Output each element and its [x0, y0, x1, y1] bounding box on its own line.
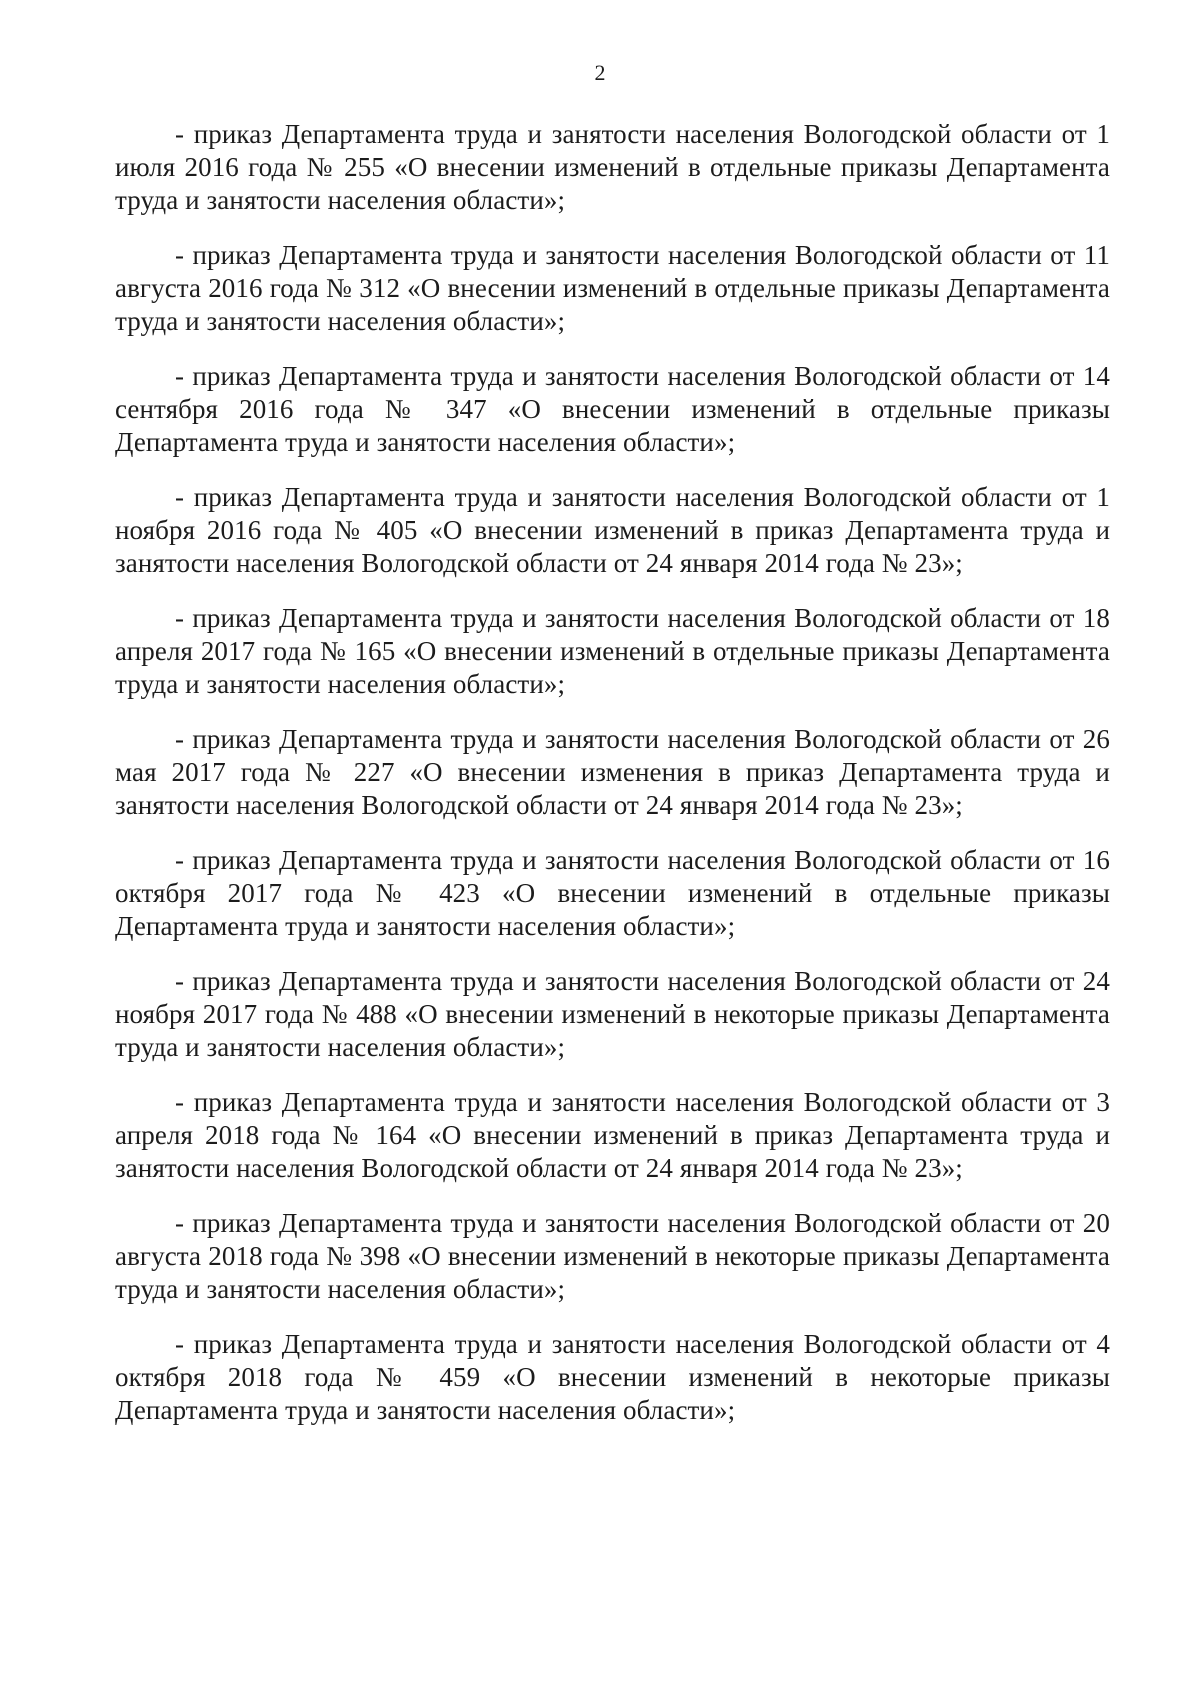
list-item: - приказ Департамента труда и занятости населения Вологодской области от 24 ноября 2017 года № 488 «О внесении изменений в некоторые приказы Департамента труда и занятости населения области»; [115, 966, 1110, 1062]
list-item: - приказ Департамента труда и занятости населения Вологодской области от 16 октября 2017 года № 423 «О внесении изменений в отдельные приказы Департамента труда и занятости населения области»; [115, 845, 1110, 941]
list-item: - приказ Департамента труда и занятости населения Вологодской области от 26 мая 2017 года № 227 «О внесении изменения в приказ Департамента труда и занятости населения Вологодской области от 24 января 2014 года № 23»; [115, 724, 1110, 820]
list-item: - приказ Департамента труда и занятости населения Вологодской области от 3 апреля 2018 года № 164 «О внесении изменений в приказ Департамента труда и занятости населения Вологодской области от 24 января 2014 года № 23»; [115, 1087, 1110, 1183]
page-number: 2 [594, 60, 606, 85]
list-item: - приказ Департамента труда и занятости населения Вологодской области от 20 августа 2018 года № 398 «О внесении изменений в некоторые приказы Департамента труда и занятости населения области»; [115, 1208, 1110, 1304]
list-item: - приказ Департамента труда и занятости населения Вологодской области от 1 июля 2016 года № 255 «О внесении изменений в отдельные приказы Департамента труда и занятости населения области»; [115, 119, 1110, 215]
order-list [115, 118, 1110, 1449]
list-item: - приказ Департамента труда и занятости населения Вологодской области от 11 августа 2016 года № 312 «О внесении изменений в отдельные приказы Департамента труда и занятости населения области»; [115, 240, 1110, 336]
list-item: - приказ Департамента труда и занятости населения Вологодской области от 14 сентября 2016 года № 347 «О внесении изменений в отдельные приказы Департамента труда и занятости населения области»; [115, 361, 1110, 457]
list-item: - приказ Департамента труда и занятости населения Вологодской области от 18 апреля 2017 года № 165 «О внесении изменений в отдельные приказы Департамента труда и занятости населения области»; [115, 603, 1110, 699]
list-item: - приказ Департамента труда и занятости населения Вологодской области от 1 ноября 2016 года № 405 «О внесении изменений в приказ Департамента труда и занятости населения Вологодской области от 24 января 2014 года № 23»; [115, 482, 1110, 578]
list-item: - приказ Департамента труда и занятости населения Вологодской области от 4 октября 2018 года № 459 «О внесении изменений в некоторые приказы Департамента труда и занятости населения области»; [115, 1329, 1110, 1425]
